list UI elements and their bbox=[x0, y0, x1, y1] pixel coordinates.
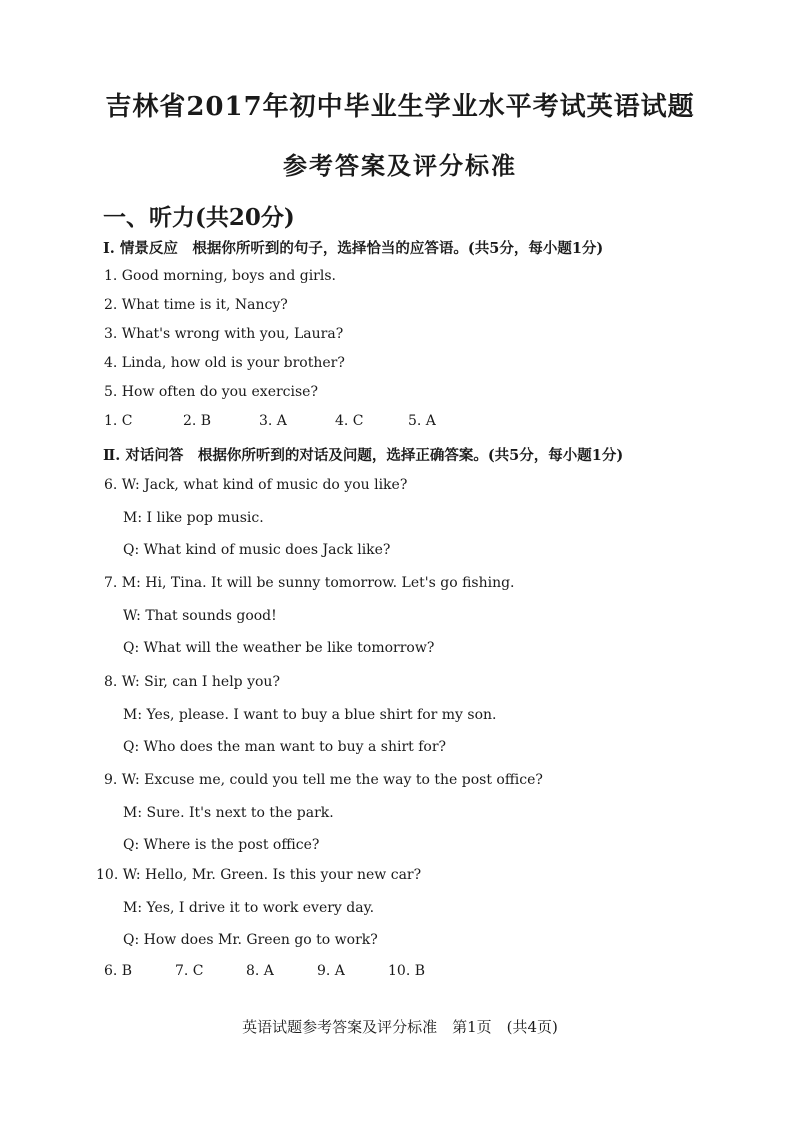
part1-item: 1. Good morning, boys and girls. bbox=[104, 268, 336, 284]
dialogue-line: 8. W: Sir, can I help you? bbox=[104, 674, 280, 690]
exam-title: 吉林省2017年初中毕业生学业水平考试英语试题 bbox=[105, 92, 695, 122]
answer: 6. B bbox=[104, 963, 133, 979]
dialogue-line: Q: How does Mr. Green go to work? bbox=[123, 932, 378, 948]
section-heading-listening: 一、听力(共20分) bbox=[103, 204, 295, 231]
part2-instruction: Ⅱ. 对话问答 根据你所听到的对话及问题，选择正确答案。(共5分，每小题1分) bbox=[103, 447, 624, 464]
answer: 10. B bbox=[388, 963, 426, 979]
part1-answers bbox=[104, 413, 436, 429]
dialogue-line: 6. W: Jack, what kind of music do you like? bbox=[104, 477, 408, 493]
part1-instruction: Ⅰ. 情景反应 根据你所听到的句子，选择恰当的应答语。(共5分，每小题1分) bbox=[103, 240, 604, 257]
answer: 4. C bbox=[335, 413, 364, 429]
dialogue-line: M: Yes, please. I want to buy a blue shirt for my son. bbox=[123, 707, 497, 723]
dialogue-line: 7. M: Hi, Tina. It will be sunny tomorrow. Let's go fishing. bbox=[104, 575, 515, 591]
answer: 8. A bbox=[246, 963, 274, 979]
part1-item: 2. What time is it, Nancy? bbox=[104, 297, 288, 313]
dialogue-line: Q: What will the weather be like tomorrow? bbox=[123, 640, 435, 656]
page-footer: 英语试题参考答案及评分标准 第1页 (共4页) bbox=[242, 1018, 558, 1036]
answer: 1. C bbox=[104, 413, 133, 429]
dialogue-line: W: That sounds good! bbox=[123, 608, 277, 624]
answer: 3. A bbox=[259, 413, 287, 429]
answer: 9. A bbox=[317, 963, 345, 979]
dialogue-line: Q: Where is the post office? bbox=[123, 837, 320, 853]
dialogue-line: M: I like pop music. bbox=[123, 510, 264, 526]
part2-answers bbox=[104, 963, 425, 979]
part1-item: 3. What's wrong with you, Laura? bbox=[104, 326, 344, 342]
dialogue-line: M: Sure. It's next to the park. bbox=[123, 805, 334, 821]
dialogue-line: 10. W: Hello, Mr. Green. Is this your new car? bbox=[96, 867, 422, 883]
answer: 7. C bbox=[175, 963, 204, 979]
part1-item: 5. How often do you exercise? bbox=[104, 384, 318, 400]
dialogue-line: 9. W: Excuse me, could you tell me the way to the post office? bbox=[104, 772, 543, 788]
part1-item: 4. Linda, how old is your brother? bbox=[104, 355, 345, 371]
exam-subtitle: 参考答案及评分标准 bbox=[283, 151, 517, 180]
dialogue-line: Q: What kind of music does Jack like? bbox=[123, 542, 391, 558]
dialogue-line: M: Yes, I drive it to work every day. bbox=[123, 900, 375, 916]
dialogue-line: Q: Who does the man want to buy a shirt for? bbox=[123, 739, 447, 755]
answer: 5. A bbox=[408, 413, 436, 429]
answer: 2. B bbox=[183, 413, 212, 429]
